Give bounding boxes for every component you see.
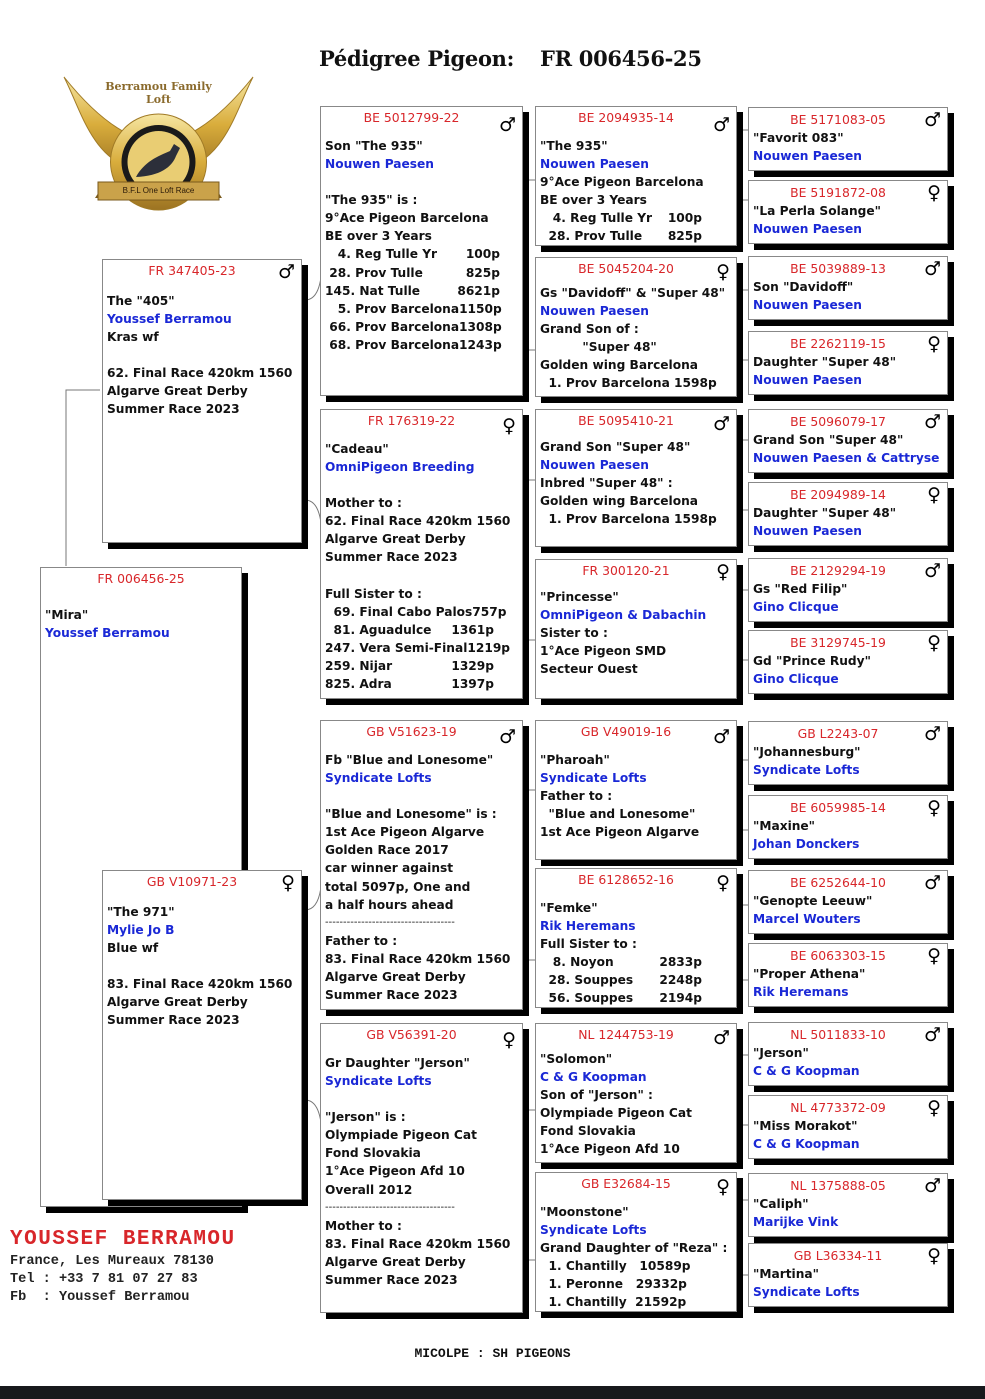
ring-number: BE 2094935-14: [578, 110, 674, 125]
bottom-bar: [0, 1386, 985, 1399]
owner-name: Nouwen Paesen: [540, 304, 649, 319]
note-line: Algarve Great Derby: [325, 1254, 466, 1269]
result-birds: 1308p: [459, 319, 502, 334]
result-race: 28. Prov Tulle: [325, 265, 423, 280]
pigeon-card-gen3[interactable]: [535, 106, 737, 246]
note-line: 62. Final Race 420km 1560: [107, 366, 293, 381]
ring-number: BE 6252644-10: [790, 875, 886, 890]
ring-number: BE 2094989-14: [790, 487, 886, 502]
sister-to-label: Full Sister to :: [325, 586, 422, 601]
breeder-address: France, Les Mureaux 78130: [10, 1254, 214, 1269]
male-symbol-icon: ♂: [712, 726, 730, 748]
result-race: 145. Nat Tulle: [325, 283, 421, 298]
pigeon-name: Son "Davidoff": [753, 280, 854, 294]
ring-number: BE 2129294-19: [790, 563, 886, 578]
result-race: 4. Reg Tulle Yr: [325, 247, 438, 262]
note-line: Golden wing Barcelona: [540, 494, 699, 509]
result-birds: 1329p: [451, 658, 494, 673]
ring-number: GB V49019-16: [580, 724, 672, 739]
result-birds: 1361p: [451, 622, 494, 637]
owner-name: Mylie Jo B: [107, 923, 175, 938]
pigeon-name: Gd "Prince Rudy": [753, 654, 871, 668]
result-race: 81. Aguadulce: [325, 622, 432, 637]
ring-number: BE 5045204-20: [578, 261, 674, 276]
ring-number: FR 347405-23: [148, 263, 236, 278]
result-birds: 1150p: [459, 301, 502, 316]
female-symbol-icon: ♀: [281, 872, 295, 894]
mother-to-label: Mother to :: [325, 1218, 402, 1233]
note-line: BE over 3 Years: [325, 229, 432, 244]
male-symbol-icon: ♂: [923, 411, 941, 433]
note-line: 1. Prov Barcelona 1598p: [540, 376, 717, 391]
male-symbol-icon: ♂: [923, 560, 941, 582]
pigeon-name: Grand Son "Super 48": [540, 440, 691, 454]
male-symbol-icon: ♂: [712, 114, 730, 136]
owner-name: C & G Koopman: [753, 1137, 860, 1152]
result-race: 8. Noyon: [540, 955, 614, 970]
female-symbol-icon: ♀: [927, 797, 941, 819]
pigeon-card-sire-dam[interactable]: [320, 409, 523, 699]
female-symbol-icon: ♀: [716, 872, 730, 894]
owner-name: Syndicate Lofts: [540, 771, 647, 786]
note-line: Summer Race 2023: [325, 1273, 458, 1288]
ring-number: NL 1375888-05: [790, 1178, 886, 1193]
pigeon-card-gen4[interactable]: [748, 870, 948, 934]
pigeon-name: "The 935": [540, 139, 608, 153]
pigeon-card-gen3[interactable]: [535, 720, 737, 860]
pigeon-name: "Femke": [540, 901, 598, 915]
pigeon-name: Gs "Davidoff" & "Super 48": [540, 286, 726, 300]
ring-number: NL 5011833-10: [790, 1027, 886, 1042]
pigeon-card-gen3[interactable]: [535, 409, 737, 547]
note-line: BE over 3 Years: [540, 193, 647, 208]
pigeon-name: Daughter "Super 48": [753, 355, 897, 369]
owner-name: Youssef Berramou: [107, 312, 232, 327]
result-row: [325, 282, 518, 300]
pigeon-card-gen4[interactable]: [748, 721, 948, 785]
ring-number: BE 2262119-15: [790, 336, 886, 351]
female-symbol-icon: ♀: [927, 182, 941, 204]
male-symbol-icon: ♂: [923, 109, 941, 131]
note-line: "The 935" is :: [325, 193, 418, 208]
page-title: [319, 46, 702, 71]
pigeon-name: "Cadeau": [325, 442, 389, 456]
result-row: [325, 675, 518, 693]
owner-name: Syndicate Lofts: [753, 1285, 860, 1300]
owner-name: Nouwen Paesen: [540, 157, 649, 172]
note-line: 1st Ace Pigeon Algarve: [540, 825, 700, 840]
result-row: [540, 227, 732, 245]
note-line: 9°Ace Pigeon Barcelona: [325, 211, 489, 226]
female-symbol-icon: ♀: [927, 1245, 941, 1267]
ring-number: GB L36334-11: [793, 1248, 883, 1263]
note-line: "Blue and Lonesome" is :: [325, 807, 497, 822]
owner-name: C & G Koopman: [540, 1070, 647, 1085]
note-line: Algarve Great Derby: [107, 995, 248, 1010]
note-line: 1°Ace Pigeon SMD: [540, 644, 667, 659]
ring-number: GB V51623-19: [366, 724, 457, 739]
pigeon-card-gen3[interactable]: [535, 257, 737, 397]
note-line: 83. Final Race 420km 1560: [325, 1236, 511, 1251]
owner-name: Nouwen Paesen & Cattryse: [753, 451, 940, 466]
ring-number: NL 4773372-09: [790, 1100, 886, 1115]
pigeon-name: "Johannesburg": [753, 745, 861, 759]
note-line: Summer Race 2023: [325, 550, 458, 565]
pigeon-color: Kras wf: [107, 330, 159, 345]
female-symbol-icon: ♀: [502, 415, 516, 437]
result-birds: 2248p: [659, 973, 702, 988]
pigeon-name: "Miss Morakot": [753, 1119, 858, 1133]
owner-name: Nouwen Paesen: [753, 298, 862, 313]
pigeon-card-gen4[interactable]: [748, 256, 948, 320]
male-symbol-icon: ♂: [923, 1175, 941, 1197]
breeder-contact: [10, 1228, 236, 1307]
male-symbol-icon: ♂: [923, 872, 941, 894]
result-birds: 2833p: [659, 955, 702, 970]
owner-name: Rik Heremans: [753, 985, 849, 1000]
pigeon-name: "Princesse": [540, 590, 619, 604]
pigeon-name: "Favorit 083": [753, 131, 844, 145]
owner-name: Syndicate Lofts: [325, 1074, 432, 1089]
result-row: [540, 971, 732, 989]
owner-name: OmniPigeon & Dabachin: [540, 608, 707, 623]
note-line: Olympiade Pigeon Cat: [325, 1128, 477, 1143]
note-line: a half hours ahead: [325, 897, 454, 912]
result-row: [325, 318, 518, 336]
owner-name: Gino Clicque: [753, 672, 839, 687]
owner-name: Nouwen Paesen: [540, 458, 649, 473]
breeder-name: YOUSSEF BERRAMOU: [10, 1228, 236, 1251]
note-line: "Jerson" is :: [325, 1110, 406, 1125]
female-symbol-icon: ♀: [502, 1029, 516, 1051]
owner-name: Syndicate Lofts: [753, 763, 860, 778]
result-birds: 825p: [667, 229, 702, 244]
divider-line: ------------------------------------: [325, 916, 455, 928]
female-symbol-icon: ♀: [927, 945, 941, 967]
note-line: 1. Prov Barcelona 1598p: [540, 512, 717, 527]
note-line: Overall 2012: [325, 1182, 413, 1197]
pigeon-name: "Pharoah": [540, 753, 610, 767]
pigeon-name: The "405": [107, 294, 175, 308]
male-symbol-icon: ♂: [498, 114, 516, 136]
note-line: 83. Final Race 420km 1560: [107, 977, 293, 992]
result-birds: 825p: [465, 265, 500, 280]
note-line: 9°Ace Pigeon Barcelona: [540, 175, 704, 190]
pigeon-color: Blue wf: [107, 941, 159, 956]
pigeon-card-gen4[interactable]: [748, 1095, 948, 1159]
pigeon-card-dam-dam[interactable]: [320, 1023, 523, 1313]
note-line: 62. Final Race 420km 1560: [325, 514, 511, 529]
note-line: Secteur Ouest: [540, 662, 638, 677]
pigeon-card-gen4[interactable]: [748, 943, 948, 1007]
pigeon-name: "Maxine": [753, 819, 816, 833]
logo-text: Berramou Family Loft: [105, 80, 212, 106]
pigeon-name: "Proper Athena": [753, 967, 866, 981]
pigeon-card-gen4[interactable]: [748, 1173, 948, 1237]
owner-name: Nouwen Paesen: [753, 524, 862, 539]
ring-number: NL 1244753-19: [578, 1027, 674, 1042]
note-line: Summer Race 2023: [325, 988, 458, 1003]
result-birds: 1243p: [459, 337, 502, 352]
owner-name: Nouwen Paesen: [753, 373, 862, 388]
pigeon-card-gen4[interactable]: [748, 331, 948, 395]
female-symbol-icon: ♀: [927, 1097, 941, 1119]
note-line: Algarve Great Derby: [325, 532, 466, 547]
result-race: 5. Prov Barcelona: [325, 301, 460, 316]
pigeon-card-gen4[interactable]: [748, 1022, 948, 1086]
result-race: 28. Prov Tulle: [540, 229, 643, 244]
note-line: Fond Slovakia: [325, 1146, 421, 1161]
result-race: 247. Vera Semi-Final: [325, 640, 468, 655]
result-row: [325, 657, 518, 675]
owner-name: Youssef Berramou: [45, 626, 170, 641]
ring-number: GB V56391-20: [366, 1027, 457, 1042]
pigeon-name: Fb "Blue and Lonesome": [325, 753, 494, 767]
logo-ribbon-text: B.F.L One Loft Race: [122, 186, 195, 195]
pigeon-name: "Genopte Leeuw": [753, 894, 873, 908]
pigeon-name: "La Perla Solange": [753, 204, 882, 218]
female-symbol-icon: ♀: [927, 333, 941, 355]
result-birds: 757p: [472, 604, 507, 619]
result-row: [325, 639, 518, 657]
title-label: Pédigree Pigeon:: [319, 46, 515, 71]
ring-number: BE 5095410-21: [578, 413, 674, 428]
note-line: Son of "Jerson" :: [540, 1088, 653, 1103]
male-symbol-icon: ♂: [923, 258, 941, 280]
pigeon-card-dam[interactable]: [102, 870, 302, 1200]
owner-name: Johan Donckers: [753, 837, 860, 852]
pigeon-card-gen4[interactable]: [748, 409, 948, 473]
pigeon-name: "Moonstone": [540, 1205, 629, 1219]
male-symbol-icon: ♂: [498, 726, 516, 748]
note-line: Summer Race 2023: [107, 1013, 240, 1028]
pigeon-name: Gs "Red Filip": [753, 582, 848, 596]
footer-text: MICOLPE : SH PIGEONS: [414, 1346, 571, 1361]
result-race: 68. Prov Barcelona: [325, 337, 460, 352]
note-line: 1°Ace Pigeon Afd 10: [325, 1164, 465, 1179]
loft-logo: [62, 52, 255, 240]
result-row: [540, 209, 732, 227]
note-line: 1st Ace Pigeon Algarve: [325, 825, 485, 840]
note-line: Algarve Great Derby: [325, 970, 466, 985]
female-symbol-icon: ♀: [927, 632, 941, 654]
ring-number: GB E32684-15: [581, 1176, 671, 1191]
pigeon-card-dam-sire[interactable]: [320, 720, 523, 1010]
note-line: 1. Chantilly 21592p: [540, 1295, 687, 1310]
result-race: 259. Nijar: [325, 658, 393, 673]
note-line: Inbred "Super 48" :: [540, 476, 673, 491]
owner-name: Marijke Vink: [753, 1215, 839, 1230]
result-row: [540, 989, 732, 1007]
note-line: Grand Son of :: [540, 322, 639, 337]
pigeon-name: "Martina": [753, 1267, 819, 1281]
result-race: 56. Souppes: [540, 991, 634, 1006]
note-line: 1. Chantilly 10589p: [540, 1259, 691, 1274]
ring-number: BE 6063303-15: [790, 948, 886, 963]
note-line: Full Sister to :: [540, 937, 637, 952]
pigeon-card-gen3[interactable]: [535, 559, 737, 699]
owner-name: OmniPigeon Breeding: [325, 460, 475, 475]
note-line: Grand Daughter of "Reza" :: [540, 1241, 728, 1256]
owner-name: Nouwen Paesen: [325, 157, 434, 172]
male-symbol-icon: ♂: [712, 413, 730, 435]
female-symbol-icon: ♀: [716, 561, 730, 583]
pigeon-name: Gr Daughter "Jerson": [325, 1056, 470, 1070]
owner-name: Rik Heremans: [540, 919, 636, 934]
result-birds: 1219p: [467, 640, 511, 655]
note-line: Fond Slovakia: [540, 1124, 636, 1139]
male-symbol-icon: ♂: [277, 261, 295, 283]
result-birds: 1397p: [451, 677, 494, 692]
ring-number: FR 300120-21: [582, 563, 670, 578]
pigeon-card-gen4[interactable]: [748, 482, 948, 546]
owner-name: C & G Koopman: [753, 1064, 860, 1079]
note-line: Sister to :: [540, 626, 608, 641]
result-row: [325, 336, 518, 354]
owner-name: Gino Clicque: [753, 600, 839, 615]
ring-number: FR 006456-25: [97, 571, 185, 586]
pigeon-card-gen3[interactable]: [535, 1023, 737, 1163]
ring-number: BE 5039889-13: [790, 261, 886, 276]
mother-to-label: Mother to :: [325, 496, 402, 511]
result-row: [540, 953, 732, 971]
owner-name: Nouwen Paesen: [753, 149, 862, 164]
owner-name: Syndicate Lofts: [325, 771, 432, 786]
pigeon-card-sire[interactable]: [102, 259, 302, 543]
female-symbol-icon: ♀: [716, 261, 730, 283]
pigeon-name: "Solomon": [540, 1052, 613, 1066]
note-line: car winner against: [325, 861, 454, 876]
result-race: 825. Adra: [325, 677, 392, 692]
note-line: 83. Final Race 420km 1560: [325, 951, 511, 966]
female-symbol-icon: ♀: [716, 1176, 730, 1198]
result-birds: 100p: [465, 247, 500, 262]
ring-number: BE 6128652-16: [578, 872, 674, 887]
pigeon-card-gen4[interactable]: [748, 107, 948, 171]
pigeon-name: Grand Son "Super 48": [753, 433, 904, 447]
result-birds: 100p: [667, 211, 702, 226]
owner-name: Marcel Wouters: [753, 912, 861, 927]
pigeon-card-gen3[interactable]: [535, 868, 737, 1008]
owner-name: Syndicate Lofts: [540, 1223, 647, 1238]
ring-number: BE 5171083-05: [790, 112, 886, 127]
pigeon-name: "Mira": [45, 608, 89, 622]
note-line: 1. Peronne 29332p: [540, 1277, 687, 1292]
note-line: "Super 48": [540, 340, 657, 355]
father-to-label: Father to :: [325, 933, 398, 948]
ring-number: BE 6059985-14: [790, 800, 886, 815]
pigeon-card-gen4[interactable]: [748, 180, 948, 244]
female-symbol-icon: ♀: [927, 484, 941, 506]
pigeon-name: Daughter "Super 48": [753, 506, 897, 520]
result-race: 4. Reg Tulle Yr: [540, 211, 653, 226]
result-race: 69. Final Cabo Palos: [325, 604, 473, 619]
owner-name: Nouwen Paesen: [753, 222, 862, 237]
breeder-phone: Tel : +33 7 81 07 27 83: [10, 1272, 198, 1287]
note-line: Algarve Great Derby: [107, 384, 248, 399]
pigeon-name: "The 971": [107, 905, 175, 919]
pigeon-card-gen4[interactable]: [748, 630, 948, 694]
pigeon-card-sire-sire[interactable]: [320, 106, 523, 396]
male-symbol-icon: ♂: [712, 1027, 730, 1049]
pigeon-card-gen4[interactable]: [748, 1243, 948, 1307]
ring-number: GB V10971-23: [146, 874, 238, 889]
ring-number: GB L2243-07: [797, 726, 879, 741]
note-line: Father to :: [540, 789, 613, 804]
result-row: [325, 621, 518, 639]
note-line: total 5097p, One and: [325, 879, 471, 894]
note-line: Summer Race 2023: [107, 402, 240, 417]
note-line: Golden wing Barcelona: [540, 358, 699, 373]
result-birds: 2194p: [659, 991, 702, 1006]
note-line: "Blue and Lonesome": [540, 807, 696, 822]
note-line: 1°Ace Pigeon Afd 10: [540, 1142, 680, 1157]
title-ring-number: FR 006456-25: [540, 46, 702, 71]
ring-number: FR 176319-22: [367, 413, 456, 428]
pigeon-card-gen3[interactable]: [535, 1172, 737, 1312]
result-row: [325, 245, 518, 263]
note-line: Olympiade Pigeon Cat: [540, 1106, 692, 1121]
result-race: 66. Prov Barcelona: [325, 319, 460, 334]
male-symbol-icon: ♂: [923, 1024, 941, 1046]
result-row: [325, 264, 518, 282]
pigeon-card-gen4[interactable]: [748, 558, 948, 622]
ring-number: BE 5096079-17: [790, 414, 886, 429]
divider-line: ------------------------------------: [325, 1201, 455, 1213]
result-race: 28. Souppes: [540, 973, 634, 988]
note-line: Golden Race 2017: [325, 843, 449, 858]
result-row: [325, 603, 518, 621]
ring-number: BE 5191872-08: [790, 185, 886, 200]
pigeon-card-gen4[interactable]: [748, 795, 948, 859]
male-symbol-icon: ♂: [923, 723, 941, 745]
result-row: [325, 300, 518, 318]
pigeon-name: "Jerson": [753, 1046, 809, 1060]
pigeon-name: Son "The 935": [325, 139, 423, 153]
pigeon-name: "Caliph": [753, 1197, 809, 1211]
result-birds: 8621p: [457, 283, 500, 298]
breeder-facebook: Fb : Youssef Berramou: [10, 1290, 190, 1305]
ring-number: BE 5012799-22: [363, 110, 460, 125]
ring-number: BE 3129745-19: [790, 635, 886, 650]
